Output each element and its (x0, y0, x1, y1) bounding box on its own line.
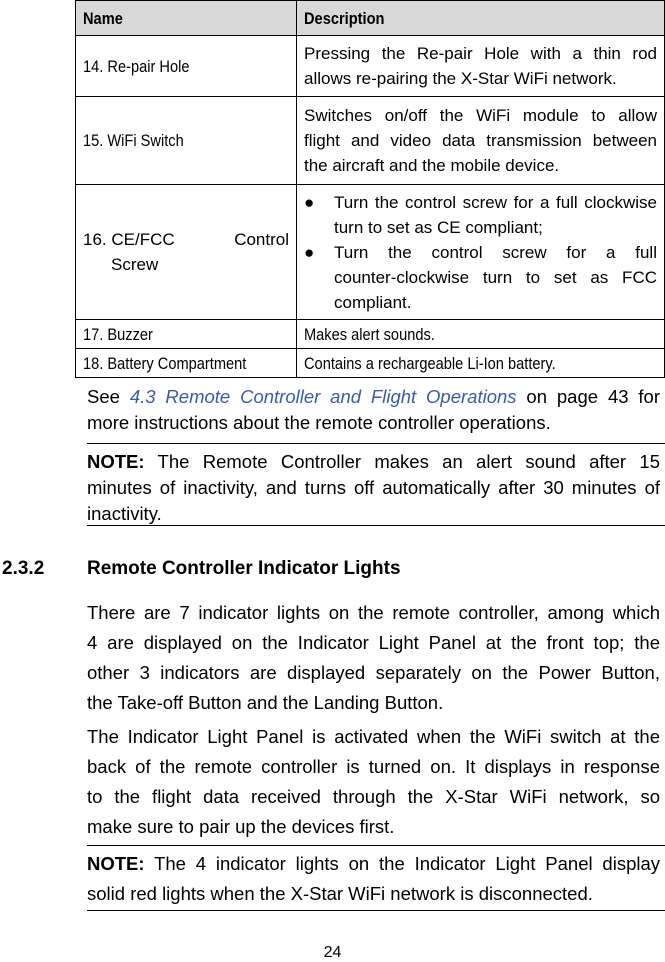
note2-top-rule (87, 845, 665, 846)
paragraph-panel: The Indicator Light Panel is activated when the WiFi switch at the back of the remote controller is turned on. It displays in response to the flight data received through the X-Star WiFi network, so make sure to pair up the devices first. (87, 726, 660, 837)
row-desc: Pressing the Re-pair Hole with a thin rod allows re-pairing the X-Star WiFi network. (297, 36, 665, 97)
row-desc: Switches on/off the WiFi module to allow flight and video data transmission between the aircraft and the mobile device. (297, 97, 665, 185)
note2-bottom-rule (87, 910, 665, 911)
section-link[interactable]: 4.3 Remote Controller and Flight Operations (129, 386, 517, 407)
see-paragraph: See 4.3 Remote Controller and Flight Operations on page 43 for more instructions about the remote controller operations. (87, 386, 660, 433)
note2-box: NOTE: The 4 indicator lights on the Indicator Light Panel display solid red lights when the X-Star WiFi network is disconnected. (87, 853, 660, 904)
row-desc: Makes alert sounds. (297, 320, 665, 349)
page-number: 24 (323, 944, 342, 961)
bullet-item: ● Turn the control screw for a full counter-clockwise turn to set as FCC compliant. (304, 240, 657, 315)
table-row (76, 97, 665, 185)
table-row (76, 36, 665, 97)
paragraph-indicators: There are 7 indicator lights on the remote controller, among which 4 are displayed on the Indicator Light Panel at the front top; the other 3 indicators are displayed separately on the Power Button, the Take-off Button and the Landing Button. (87, 602, 660, 713)
table-row (76, 185, 665, 320)
note-label: NOTE: (87, 451, 145, 472)
table-row (76, 349, 665, 378)
table-header-row (76, 1, 665, 36)
row-name: 16. CE/FCC Control Screw (76, 185, 297, 320)
row-name: 15. WiFi Switch (76, 97, 297, 185)
row-name: 17. Buzzer (76, 320, 297, 349)
header-description: Description (297, 1, 665, 36)
note-top-rule (87, 443, 665, 444)
bullet-icon: ● (304, 242, 315, 262)
row-name: 18. Battery Compartment (76, 349, 297, 378)
bullet-icon: ● (304, 192, 315, 212)
section-number: 2.3.2 (2, 558, 45, 579)
row-desc (297, 185, 665, 320)
table-row (76, 320, 665, 349)
spec-table (75, 0, 665, 378)
row-name: 14. Re-pair Hole (76, 36, 297, 97)
note2-label: NOTE: (87, 853, 145, 874)
bullet-item: ● Turn the control screw for a full clockwise turn to set as CE compliant; (304, 190, 657, 240)
note-box: NOTE: The Remote Controller makes an alert sound after 15 minutes of inactivity, and turns off automatically after 30 minutes of inactivity. (87, 451, 660, 524)
row-desc: Contains a rechargeable Li-Ion battery. (297, 349, 665, 378)
note-bottom-rule (87, 525, 665, 526)
header-name: Name (76, 1, 297, 36)
section-title: Remote Controller Indicator Lights (87, 558, 401, 579)
